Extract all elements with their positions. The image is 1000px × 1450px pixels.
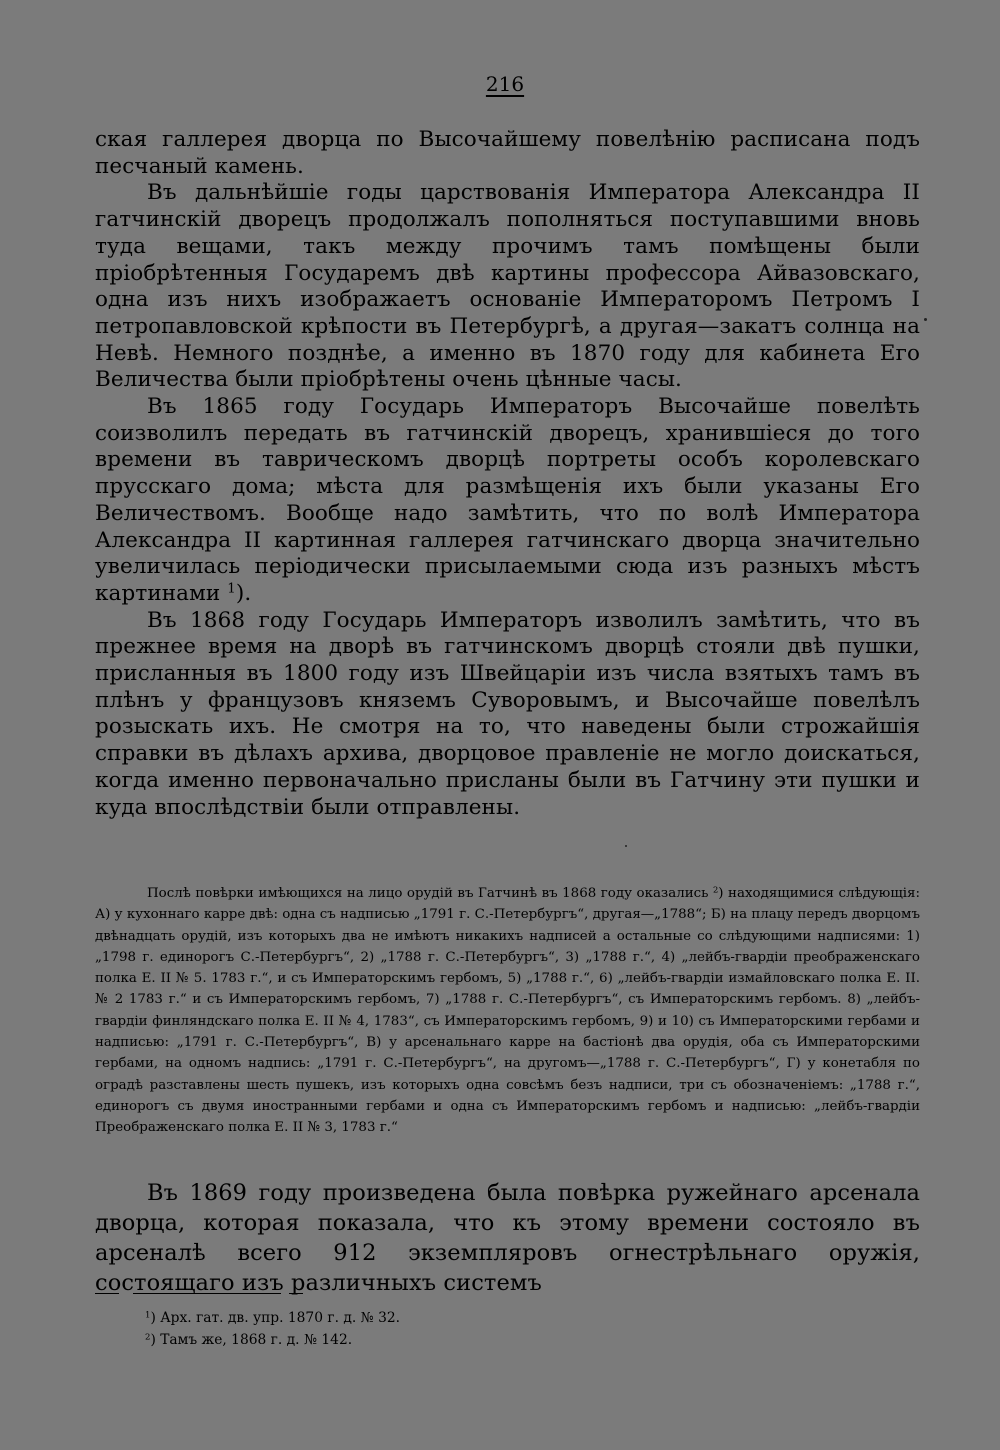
footnote-2-marker-suffix: ): [150, 1332, 156, 1348]
paragraph-continuation: ская галлерея дворца по Высочайшему повелѣнію расписана подъ песчаный камень.: [95, 127, 920, 179]
paragraph-arsenal: Въ 1869 году произведена была повѣрка ружейнаго арсенала дворца, которая показала, что къ этому времени состояло въ арсеналѣ всего 912 экземпляровъ огнестрѣльнаго оружія, состоящаго изъ различныхъ системъ: [95, 1180, 920, 1296]
footnotes: [145, 1307, 845, 1351]
footnote-ref-1-suffix: ).: [235, 580, 252, 606]
footnote-2: [145, 1329, 845, 1351]
footnote-2-marker: 2: [145, 1332, 151, 1343]
footnote-ref-2-suffix: ): [718, 886, 724, 901]
scan-speck: [625, 845, 627, 847]
paragraph-cannons: Въ 1868 году Государь Императоръ изволилъ замѣтить, что въ прежнее время на дворѣ въ гатчинскомъ дворцѣ стояли двѣ пушки, присланныя въ 1800 году изъ Швейцаріи изъ числа взятыхъ тамъ въ плѣнъ у французовъ княземъ Суворовымъ, и Высочайше повелѣлъ розыскать ихъ. Не смотря на то, что наведены были строжайшія справки въ дѣлахъ архива, дворцовое правленіе не могло доискаться, когда именно первоначально присланы были въ Гатчину эти пушки и куда впослѣдствіи были отправлены.: [95, 607, 920, 820]
footnote-separator-left: [95, 1293, 119, 1294]
inventory-note: [95, 883, 920, 1139]
footnote-1-marker: 1: [145, 1310, 151, 1321]
inventory-note-start: Послѣ повѣрки имѣющихся на лицо орудій въ Гатчинѣ въ 1868 году оказались: [147, 886, 709, 901]
footnote-separator: [133, 1293, 281, 1294]
footnote-1-marker-suffix: ): [150, 1310, 156, 1326]
footnote-separator-right: [289, 1293, 303, 1294]
footnote-1-text: Арх. гат. дв. упр. 1870 г. д. № 32.: [160, 1310, 401, 1326]
closing-text: [95, 1178, 920, 1298]
footnote-2-text: Тамъ же, 1868 г. д. № 142.: [160, 1332, 353, 1348]
paragraph-portraits-text: Въ 1865 году Государь Императоръ Высочайше повелѣть соизволилъ передать въ гатчинскій дворецъ, хранившіеся до того времени въ таврическомъ дворцѣ портреты особъ королевскаго прусскаго дома; мѣста для размѣщенія ихъ были указаны Его Величествомъ. Вообще надо замѣтить, что по волѣ Императора Александра II картинная галлерея гатчинскаго дворца значительно увеличилась періодически присылаемыми сюда изъ разныхъ мѣстъ картинами: [95, 394, 920, 606]
page-number: 216: [485, 72, 525, 96]
scan-speck: [924, 318, 927, 321]
main-text: [95, 127, 920, 821]
footnote-1: [145, 1307, 845, 1329]
footnote-ref-1[interactable]: 1: [227, 581, 236, 597]
inventory-note-rest: находящимися слѣдующія: А) у кухоннаго карре двѣ: одна съ надписью „1791 г. С.-Петербургъ“, другая—„1788“; Б) на плацу передъ дворцомъ двѣнадцать орудій, изъ которыхъ два не имѣютъ никакихъ надписей а остальные со слѣдующими надписями: 1) „1798 г. единорогъ С.-Петербургъ“, 2) „1788 г. С.-Петербургъ“, 3) „1788 г.“, 4) „лейбъ-гвардіи преображенскаго полка Е. II № 5. 1783 г.“, и съ Императорскимъ гербомъ, 5) „1788 г.“, 6) „лейбъ-гвардіи измайловскаго полка Е. II. № 2 1783 г.“ и съ Императорскимъ гербомъ, 7) „1788 г. С.-Петербургъ“, съ Императорскимъ гербомъ. 8) „лейбъ-гвардіи финляндскаго полка Е. II № 4, 1783“, съ Императорскимъ гербомъ, 9) и 10) съ Императорскими гербами и надписью: „1791 г. С.-Петербургъ“, В) у арсенальнаго карре на бастіонѣ два орудія, оба съ Императорскими гербами, на одномъ надпись: „1791 г. С.-Петербургъ“, на другомъ—„1788 г. С.-Петербургъ“, Г) у конетабля по оградѣ разставлены шесть пушекъ, изъ которыхъ одна совсѣмъ безъ надписи, три съ обозначеніемъ: „1788 г.“, единорогъ съ двумя иностранными гербами и одна съ Императорскимъ гербомъ и надписью: „лейбъ-гвардіи Преображенскаго полка Е. II № 3, 1783 г.“: [95, 886, 921, 1136]
paragraph-aivazovsky: Въ дальнѣйшіе годы царствованія Императора Александра II гатчинскій дворецъ продолжалъ пополняться поступавшими вновь туда вещами, такъ между прочимъ тамъ помѣщены были пріобрѣтенныя Государемъ двѣ картины профессора Айвазовскаго, одна изъ нихъ изображаетъ основаніе Императоромъ Петромъ I петропавловской крѣпости въ Петербургѣ, а другая—закатъ солнца на Невѣ. Немного позднѣе, а именно въ 1870 году для кабинета Его Величества были пріобрѣтены очень цѣнные часы.: [95, 180, 920, 393]
paragraph-portraits: [95, 394, 920, 608]
footnote-ref-2[interactable]: 2: [712, 884, 719, 895]
